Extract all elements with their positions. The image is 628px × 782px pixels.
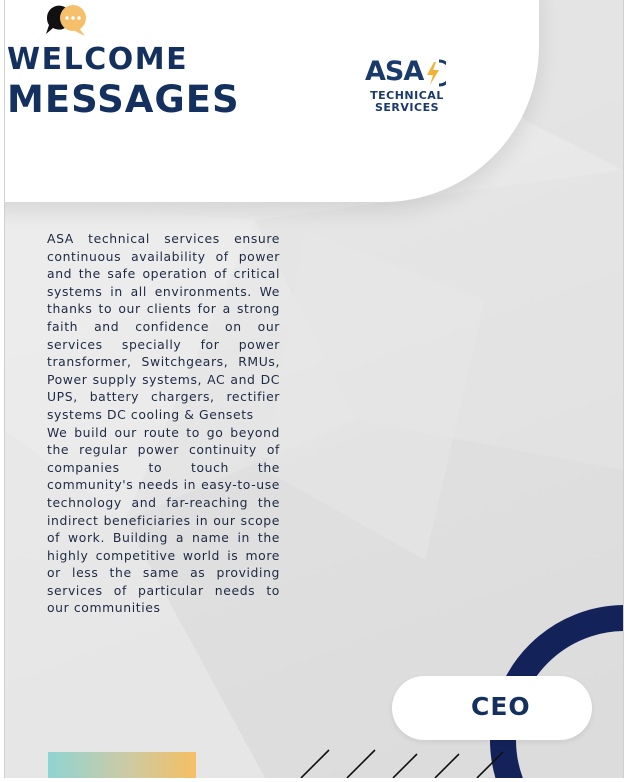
chat-bubbles-icon: [43, 4, 91, 40]
decorative-slashes: [295, 744, 515, 778]
page-title-line2: MESSAGES: [7, 78, 240, 121]
logo-mark: ASA: [365, 56, 424, 87]
logo-line-services: SERVICES: [374, 101, 440, 114]
signature-title: CEO: [471, 692, 531, 721]
logo-line-technical: TECHNICAL: [370, 89, 444, 102]
welcome-message-body: [47, 230, 280, 617]
page-title-line1: WELCOME: [7, 42, 189, 77]
message-paragraph-1: ASA technical services ensure continuous availability of power and the safe operation of critical systems in all environments. We thanks to our clients for a strong faith and confidence on our services specially for power transformer, Switchgears, RMUs, Power supply systems, AC and DC UPS, battery chargers, rectifier systems DC cooling & Gensets: [47, 231, 280, 422]
company-logo: [365, 56, 449, 116]
message-paragraph-2: We build our route to go beyond the regular power continuity of companies to touch the community's needs in easy-to-use technology and far-reaching the indirect beneficiaries in our scope of work. Building a name in the highly competitive world is more or less the same as providing services of particular needs to our communities: [47, 424, 280, 616]
document-page: [4, 0, 624, 778]
lightning-bolt-icon: [422, 58, 446, 88]
decorative-gradient-bar: [48, 752, 196, 778]
